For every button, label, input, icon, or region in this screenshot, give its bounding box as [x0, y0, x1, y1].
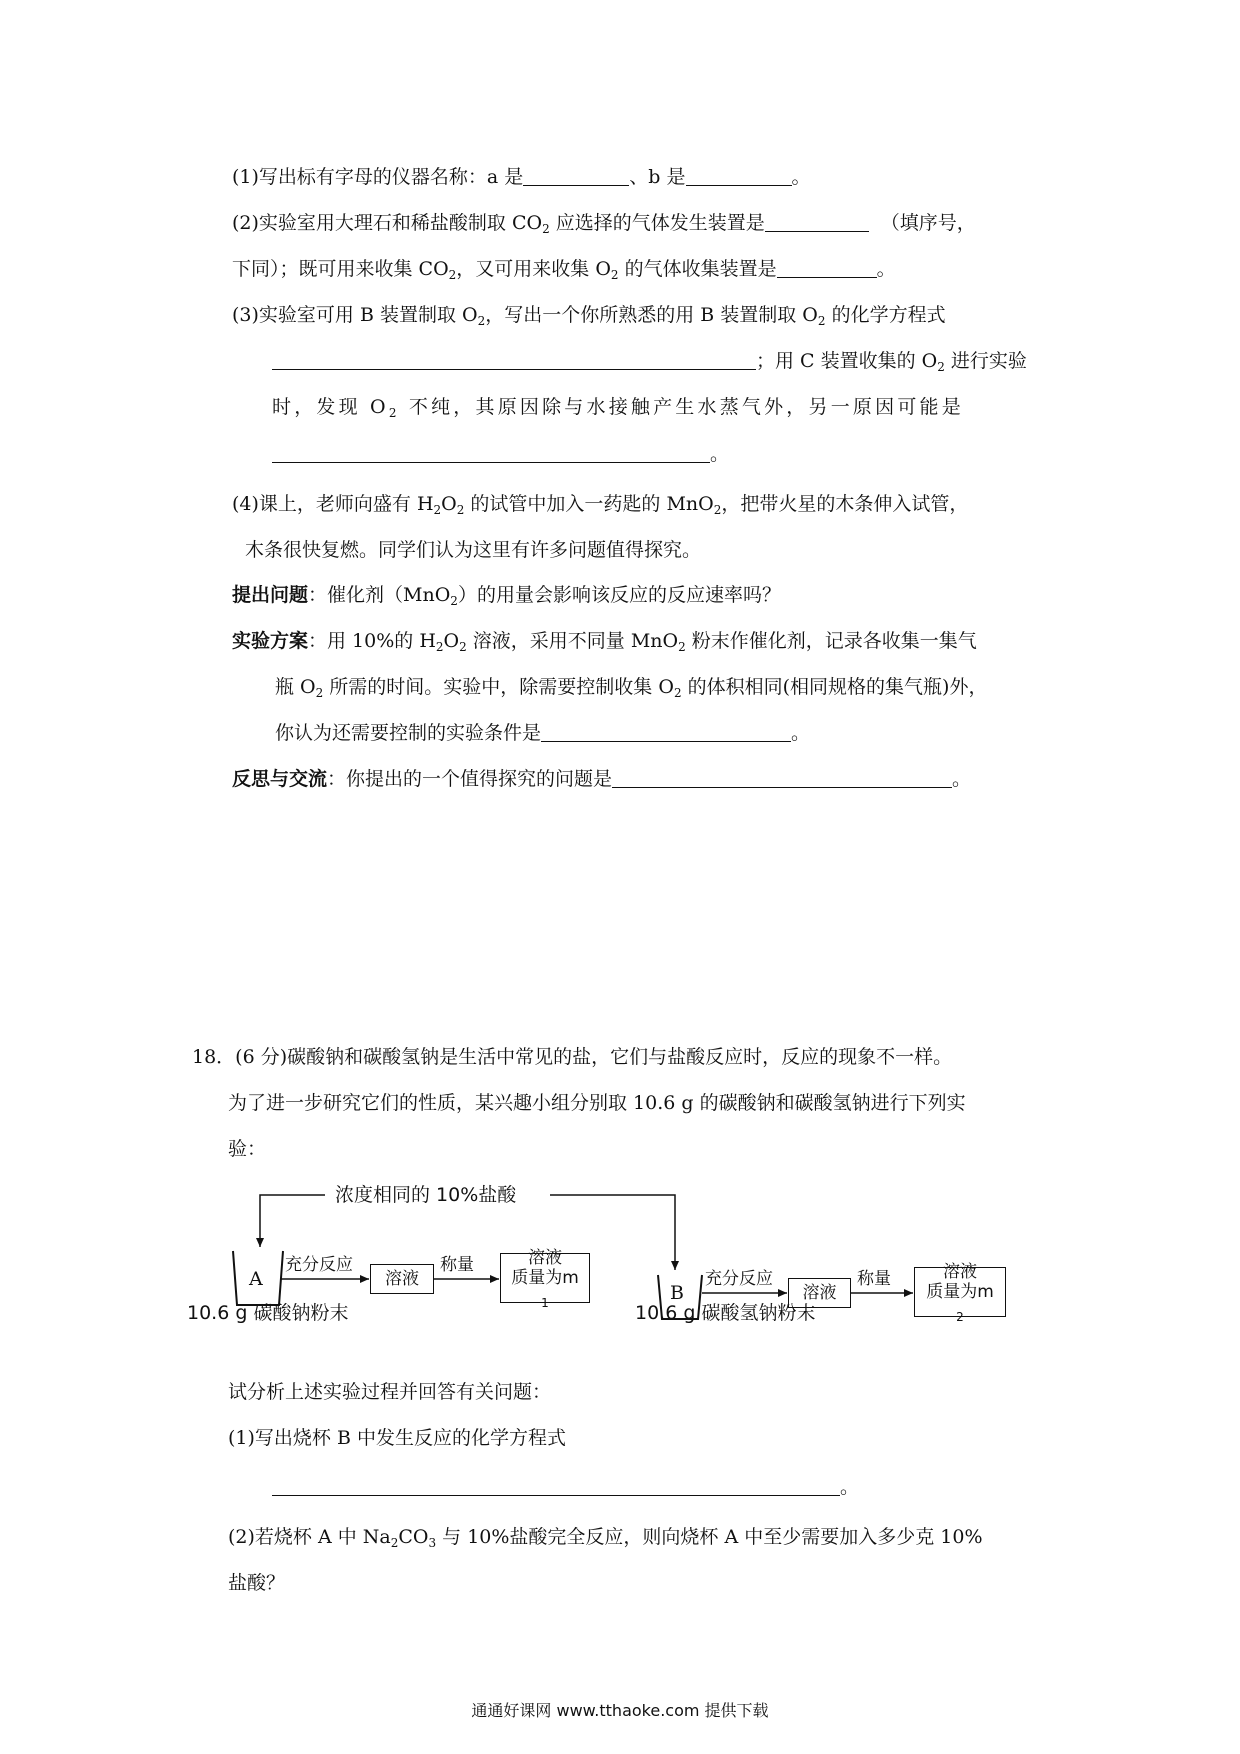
q18-part1-answer-line: 。	[272, 1473, 859, 1501]
q18-part1-line: (1)写出烧杯 B 中发生反应的化学方程式	[228, 1427, 566, 1449]
answer-blank-equation-b[interactable]	[272, 1475, 840, 1496]
q17-reflect-line: 反思与交流：你提出的一个值得探究的问题是 。	[232, 768, 972, 790]
experiment-diagram	[187, 1175, 1025, 1325]
acid-label: 浓度相同的 10%盐酸	[335, 1184, 517, 1206]
answer-blank-a[interactable]	[523, 165, 629, 186]
q18-part2-line1: (2)若烧杯 A 中 $Na_2CO_3$ 与 10%盐酸完全反应，则向烧杯 A 中至少需要加入多少克 10%	[228, 1526, 983, 1550]
answer-blank-equation[interactable]	[272, 349, 756, 370]
solution-box-b: 溶液	[788, 1278, 851, 1308]
answer-blank-conditions[interactable]	[541, 721, 791, 742]
q18-analyze-line: 试分析上述实验过程并回答有关问题：	[228, 1381, 552, 1403]
q17-part4-line1: (4)课上，老师向盛有 $H_2O_2$ 的试管中加入一药匙的 MnO$_2$，把带火星的木条伸入试管，	[232, 493, 969, 517]
mass-box-b: 溶液 质量为m $_2$	[914, 1267, 1006, 1317]
q17-part4-line2: 木条很快复燃。同学们认为这里有许多问题值得探究。	[245, 539, 702, 561]
answer-blank-question[interactable]	[612, 767, 952, 788]
q17-part2-line2: 下同）；既可用来收集 $CO_2$，又可用来收集 $O_2$ 的气体收集装置是 。	[232, 258, 896, 282]
q18-intro-line2: 为了进一步研究它们的性质，某兴趣小组分别取 10.6 g 的碳酸钠和碳酸氢钠进行下列实	[228, 1092, 966, 1114]
q17-part3-line3: 时，发现 $O_2$ 不纯，其原因除与水接触产生水蒸气外，另一原因可能是	[272, 396, 964, 420]
beaker-b-label: B	[670, 1282, 684, 1304]
q18-part2-line2: 盐酸？	[228, 1572, 286, 1594]
answer-blank-generator[interactable]	[765, 211, 869, 232]
weigh-label-b: 称量	[857, 1269, 891, 1289]
solution-box-a: 溶液	[370, 1264, 434, 1294]
q17-part1-line: (1)写出标有字母的仪器名称：a 是 、b 是 。	[232, 166, 811, 188]
q18-intro-line3: 验：	[228, 1138, 267, 1160]
q17-part3-line2: ；用 C 装置收集的 $O_2$ 进行实验	[272, 347, 1027, 375]
answer-blank-collector[interactable]	[777, 257, 877, 278]
q17-part3-line1: (3)实验室可用 B 装置制取 $O_2$，写出一个你所熟悉的用 B 装置制取 $O_2$ 的化学方程式	[232, 304, 946, 328]
mass-box-a: 溶液 质量为m $_1$	[500, 1253, 590, 1303]
q17-plan-line3: 你认为还需要控制的实验条件是 。	[275, 722, 811, 744]
react-label-a: 充分反应	[285, 1255, 353, 1275]
page-footer: 通通好课网 www.tthaoke.com 提供下载	[471, 1701, 769, 1720]
react-label-b: 充分反应	[705, 1269, 773, 1289]
beaker-a-label: A	[249, 1268, 263, 1290]
powder-label-b: 10.6 g 碳酸氢钠粉末	[635, 1302, 816, 1324]
q17-plan-line1: 实验方案：用 10%的 $H_2O_2$ 溶液，采用不同量 MnO$_2$ 粉末作催化剂，记录各收集一集气	[232, 630, 977, 654]
q17-plan-line2: 瓶 $O_2$ 所需的时间。实验中，除需要控制收集 $O_2$ 的体积相同(相同规格的集气瓶)外，	[275, 676, 988, 700]
weigh-label-a: 称量	[440, 1255, 474, 1275]
q17-part2-line1: (2)实验室用大理石和稀盐酸制取 $CO_2$ 应选择的气体发生装置是 （填序号，	[232, 212, 976, 236]
powder-label-a: 10.6 g 碳酸钠粉末	[187, 1302, 349, 1324]
q18-intro-line1: 18．(6 分)碳酸钠和碳酸氢钠是生活中常见的盐，它们与盐酸反应时，反应的现象不一样。	[192, 1046, 953, 1068]
answer-blank-b[interactable]	[686, 165, 792, 186]
answer-blank-reason[interactable]	[272, 442, 710, 463]
q17-part3-line4: 。	[272, 440, 729, 468]
q17-ask-line: 提出问题：催化剂（MnO$_2$）的用量会影响该反应的反应速率吗？	[232, 584, 781, 608]
